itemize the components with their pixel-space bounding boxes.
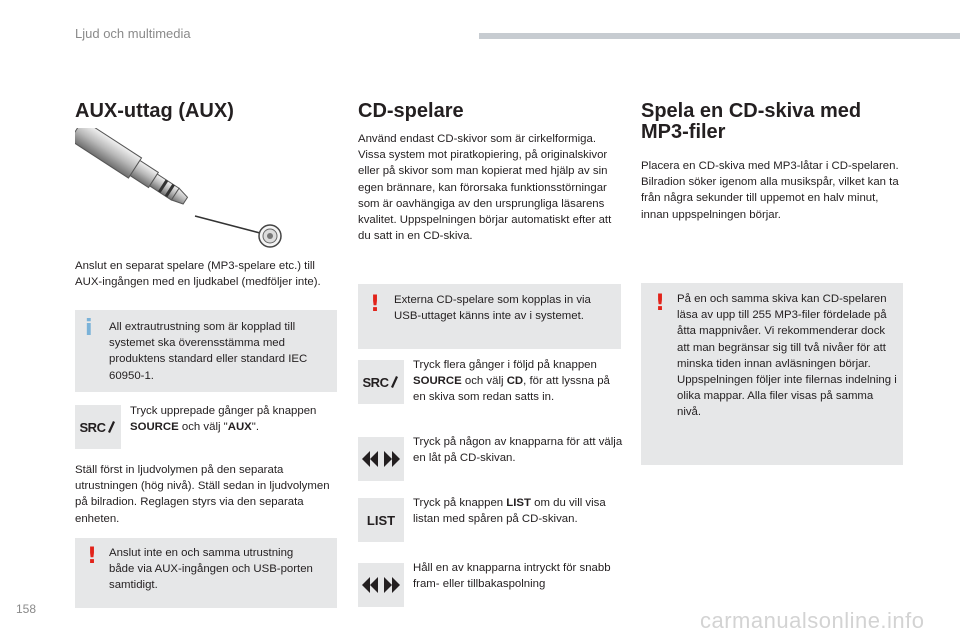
watermark: carmanualsonline.info xyxy=(700,608,925,633)
cd-warning-note xyxy=(358,284,621,349)
aux-heading: AUX-uttag (AUX) xyxy=(75,100,234,122)
seek-buttons-icon xyxy=(358,563,404,607)
src-button-icon xyxy=(358,360,404,404)
list-button-label: LIST xyxy=(366,512,396,528)
page-number: 158 xyxy=(16,602,37,616)
aux-info-text: All extrautrustning som är kopplad till systemet ska överensstämma med produktens standard eller standard IEC 60950-1. xyxy=(109,321,308,382)
aux-warning-text: Anslut inte en och samma utrustning både via AUX-ingången och USB-porten samtidigt. xyxy=(109,547,313,592)
mp3-warning-note xyxy=(641,283,903,465)
cd-warning-text: Externa CD-spelare som kopplas in via USB-uttaget känns inte av i systemet. xyxy=(394,294,591,323)
seek-back-forward-icon xyxy=(361,577,401,593)
src-button-icon xyxy=(75,405,121,449)
jack-plug-illustration xyxy=(75,128,295,253)
cd-list-step: Tryck på knappen LIST om du vill visa listan med spåren på CD-skivan. xyxy=(413,497,606,526)
header-bar xyxy=(479,33,960,39)
cd-src-step: Tryck flera gånger i följd på knappen SOURCE och välj CD, för att lyssna på en skiva som redan satts in. xyxy=(413,359,610,404)
aux-info-note xyxy=(75,310,337,392)
cd-intro: Använd endast CD-skivor som är cirkelformiga. Vissa system mot piratkopiering, på originalskivor eller på skivor som man kopierat med hjälp av sin egen brännare, kan förorsaka funktionsstörningar som är oavhängiga av den ursprungliga läsarens kvalitet. Uppspelningen börjar automatiskt efter att du satt in en CD-skiva. xyxy=(358,133,612,243)
cd-heading: CD-spelare xyxy=(358,100,464,122)
aux-volume-text: Ställ först in ljudvolymen på den separata utrustningen (hög nivå). Ställ sedan in ljudvolymen på bilradion. Reglagen styrs via den separata enheten. xyxy=(75,464,330,525)
warning-icon: ! xyxy=(655,291,666,316)
aux-warning-note xyxy=(75,538,337,608)
warning-icon: ! xyxy=(370,292,381,317)
seek-back-forward-icon xyxy=(361,451,401,467)
list-button-icon xyxy=(358,498,404,542)
mp3-warning-text: På en och samma skiva kan CD-spelaren läsa av upp till 255 MP3-filer fördelade på åtta mappnivåer. Vi rekommenderar dock att man begränsar sig till två nivåer för att minska tiden innan avläsningen börjar. Uppspelningen följer inte filernas indelning i olika mappar. Alla filer visas på samma nivå. xyxy=(677,293,897,419)
aux-src-step: Tryck upprepade gånger på knappen SOURCE och välj "AUX". xyxy=(130,405,317,434)
cd-hold-step: Håll en av knapparna intryckt för snabb fram- eller tillbakaspolning xyxy=(413,562,611,591)
mp3-heading: Spela en CD-skiva med MP3-filer xyxy=(641,100,862,143)
src-button-label: SRC xyxy=(79,419,106,435)
info-icon: i xyxy=(85,316,93,341)
seek-buttons-icon xyxy=(358,437,404,481)
cd-seek-step: Tryck på någon av knapparna för att välja en låt på CD-skivan. xyxy=(413,436,623,465)
aux-intro: Anslut en separat spelare (MP3-spelare etc.) till AUX-ingången med en ljudkabel (medföljer inte). xyxy=(75,260,321,289)
src-button-label: SRC xyxy=(362,374,389,390)
section-title: Ljud och multimedia xyxy=(75,26,191,41)
warning-icon: ! xyxy=(87,544,98,569)
mp3-intro: Placera en CD-skiva med MP3-låtar i CD-spelaren. Bilradion söker igenom alla musikspår, vilket kan ta från några sekunder till uppemot en halv minut, innan uppspelningen börjar. xyxy=(641,160,899,221)
